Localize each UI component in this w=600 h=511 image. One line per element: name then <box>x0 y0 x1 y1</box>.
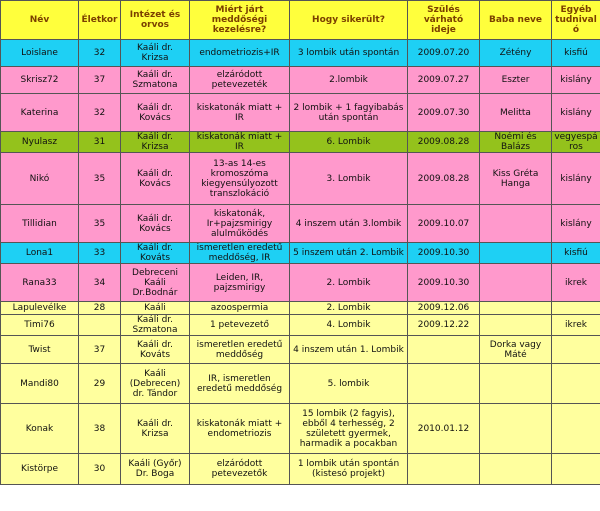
cell-baba: Dorka vagy Máté <box>480 336 552 364</box>
cell-kezeles: endometriozis+IR <box>190 40 290 67</box>
cell-eletkor <box>79 315 121 336</box>
cell-baba: Melitta <box>480 94 552 132</box>
cell-intezet: Kaáli (Győr) Dr. Boga <box>121 454 190 485</box>
cell-eletkor: 33 <box>79 243 121 264</box>
cell-intezet: Kaáli <box>121 302 190 315</box>
cell-egyeb <box>552 364 600 404</box>
cell-szules <box>408 336 480 364</box>
cell-siker: 4 inszem után 3.lombik <box>290 205 408 243</box>
cell-eletkor: 32 <box>79 40 121 67</box>
cell-intezet: Kaáli dr. Kovács <box>121 205 190 243</box>
cell-szules: 2009.07.27 <box>408 67 480 94</box>
table-row <box>1 364 600 404</box>
cell-intezet: Kaáli dr. Kováts <box>121 243 190 264</box>
cell-nev: Skrisz72 <box>1 67 79 94</box>
cell-egyeb: kisfiú <box>552 243 600 264</box>
cell-eletkor: 28 <box>79 302 121 315</box>
cell-kezeles: elzáródott petevezetők <box>190 454 290 485</box>
cell-eletkor: 34 <box>79 264 121 302</box>
table-row <box>1 205 600 243</box>
cell-egyeb: vegyespáros <box>552 132 600 153</box>
cell-baba <box>480 454 552 485</box>
cell-kezeles: elzáródott petevezeték <box>190 67 290 94</box>
cell-szules: 2009.12.22 <box>408 315 480 336</box>
cell-intezet: Kaáli dr. Krizsa <box>121 404 190 454</box>
cell-szules: 2009.12.06 <box>408 302 480 315</box>
cell-egyeb <box>552 336 600 364</box>
header-szules: Szülés várható ideje <box>408 1 480 40</box>
cell-szules: 2009.07.20 <box>408 40 480 67</box>
cell-egyeb: kislány <box>552 205 600 243</box>
cell-baba: Noémi és Balázs <box>480 132 552 153</box>
cell-baba <box>480 264 552 302</box>
table-row <box>1 40 600 67</box>
cell-baba: Kiss Gréta Hanga <box>480 153 552 205</box>
cell-baba <box>480 205 552 243</box>
cell-egyeb: kislány <box>552 67 600 94</box>
cell-kezeles: azoospermia <box>190 302 290 315</box>
cell-intezet: Debreceni Kaáli Dr.Bodnár <box>121 264 190 302</box>
cell-eletkor: 29 <box>79 364 121 404</box>
cell-szules: 2009.10.30 <box>408 243 480 264</box>
header-siker: Hogy sikerült? <box>290 1 408 40</box>
cell-intezet: Kaáli dr. Kováts <box>121 336 190 364</box>
cell-nev: Nikó <box>1 153 79 205</box>
cell-egyeb <box>552 302 600 315</box>
header-kezeles: Miért járt meddőségi kezelésre? <box>190 1 290 40</box>
header-row <box>1 1 600 40</box>
cell-nev: Lapulevélke <box>1 302 79 315</box>
cell-eletkor: 35 <box>79 153 121 205</box>
cell-nev: Kistörpe <box>1 454 79 485</box>
cell-kezeles: kiskatonák miatt + IR <box>190 132 290 153</box>
table-row <box>1 94 600 132</box>
cell-eletkor: 32 <box>79 94 121 132</box>
cell-szules <box>408 454 480 485</box>
cell-nev: Katerina <box>1 94 79 132</box>
cell-siker: 2. Lombik <box>290 302 408 315</box>
table-row <box>1 315 600 336</box>
cell-egyeb: ikrek <box>552 315 600 336</box>
cell-nev: Lona1 <box>1 243 79 264</box>
cell-nev: Rana33 <box>1 264 79 302</box>
cell-kezeles: 13-as 14-es kromoszóma kiegyensúlyozott transzlokáció <box>190 153 290 205</box>
cell-siker: 4 inszem után 1. Lombik <box>290 336 408 364</box>
cell-baba <box>480 404 552 454</box>
table-body <box>1 40 600 485</box>
cell-intezet: Kaáli dr. Szmatona <box>121 315 190 336</box>
cell-baba <box>480 302 552 315</box>
cell-szules <box>408 364 480 404</box>
cell-baba: Zétény <box>480 40 552 67</box>
cell-eletkor: 31 <box>79 132 121 153</box>
cell-intezet: Kaáli dr. Krizsa <box>121 40 190 67</box>
cell-szules: 2009.08.28 <box>408 132 480 153</box>
cell-siker: 2 lombik + 1 fagyibabás után spontán <box>290 94 408 132</box>
cell-egyeb: kislány <box>552 153 600 205</box>
cell-eletkor: 35 <box>79 205 121 243</box>
cell-baba <box>480 243 552 264</box>
cell-eletkor: 38 <box>79 404 121 454</box>
cell-szules: 2009.08.28 <box>408 153 480 205</box>
cell-szules: 2009.10.07 <box>408 205 480 243</box>
cell-siker: 6. Lombik <box>290 132 408 153</box>
cell-kezeles: kiskatonák miatt + IR <box>190 94 290 132</box>
cell-szules: 2009.07.30 <box>408 94 480 132</box>
cell-intezet: Kaáli dr. Krizsa <box>121 132 190 153</box>
cell-siker: 15 lombik (2 fagyis), ebből 4 terhesség, 2 született gyermek, harmadik a pocakban <box>290 404 408 454</box>
cell-baba <box>480 364 552 404</box>
table-row <box>1 404 600 454</box>
cell-nev: Konak <box>1 404 79 454</box>
cell-siker: 3 lombik után spontán <box>290 40 408 67</box>
cell-intezet: Kaáli dr. Szmatona <box>121 67 190 94</box>
cell-intezet: Kaáli (Debrecen) dr. Tándor <box>121 364 190 404</box>
cell-egyeb: ikrek <box>552 264 600 302</box>
table-row <box>1 153 600 205</box>
cell-kezeles: Leiden, IR, pajzsmirigy <box>190 264 290 302</box>
table-row <box>1 67 600 94</box>
cell-baba: Eszter <box>480 67 552 94</box>
cell-siker: 2.lombik <box>290 67 408 94</box>
cell-kezeles: kiskatonák miatt + endometriozis <box>190 404 290 454</box>
cell-kezeles: ismeretlen eredetű meddőség, IR <box>190 243 290 264</box>
cell-egyeb <box>552 454 600 485</box>
cell-intezet: Kaáli dr. Kovács <box>121 94 190 132</box>
cell-szules: 2009.10.30 <box>408 264 480 302</box>
cell-siker: 2. Lombik <box>290 264 408 302</box>
table-row <box>1 336 600 364</box>
cell-siker: 4. Lombik <box>290 315 408 336</box>
cell-egyeb: kisfiú <box>552 40 600 67</box>
cell-siker: 1 lombik után spontán (kistesó projekt) <box>290 454 408 485</box>
cell-nev: Twist <box>1 336 79 364</box>
header-intezet: Intézet és orvos <box>121 1 190 40</box>
cell-nev: Tillidian <box>1 205 79 243</box>
cell-egyeb: kislány <box>552 94 600 132</box>
cell-siker: 5 inszem után 2. Lombik <box>290 243 408 264</box>
table-row <box>1 302 600 315</box>
cell-kezeles: 1 petevezető <box>190 315 290 336</box>
cell-szules: 2010.01.12 <box>408 404 480 454</box>
cell-nev: Timi76 <box>1 315 79 336</box>
header-eletkor: Életkor <box>79 1 121 40</box>
cell-kezeles: kiskatonák, Ir+pajzsmirigy alulműködés <box>190 205 290 243</box>
cell-siker: 5. lombik <box>290 364 408 404</box>
cell-kezeles: ismeretlen eredetű meddőség <box>190 336 290 364</box>
table-row <box>1 132 600 153</box>
header-baba: Baba neve <box>480 1 552 40</box>
cell-egyeb <box>552 404 600 454</box>
cell-nev: Loislane <box>1 40 79 67</box>
cell-eletkor: 30 <box>79 454 121 485</box>
cell-intezet: Kaáli dr. Kovács <box>121 153 190 205</box>
table-row <box>1 454 600 485</box>
cell-eletkor: 37 <box>79 336 121 364</box>
cell-nev: Mandi80 <box>1 364 79 404</box>
table-row <box>1 243 600 264</box>
table-row <box>1 264 600 302</box>
cell-nev: Nyulasz <box>1 132 79 153</box>
cell-siker: 3. Lombik <box>290 153 408 205</box>
cell-eletkor: 37 <box>79 67 121 94</box>
cell-kezeles: IR, ismeretlen eredetű meddőség <box>190 364 290 404</box>
cell-baba <box>480 315 552 336</box>
header-nev: Név <box>1 1 79 40</box>
header-egyeb: Egyéb tudnivaló <box>552 1 600 40</box>
